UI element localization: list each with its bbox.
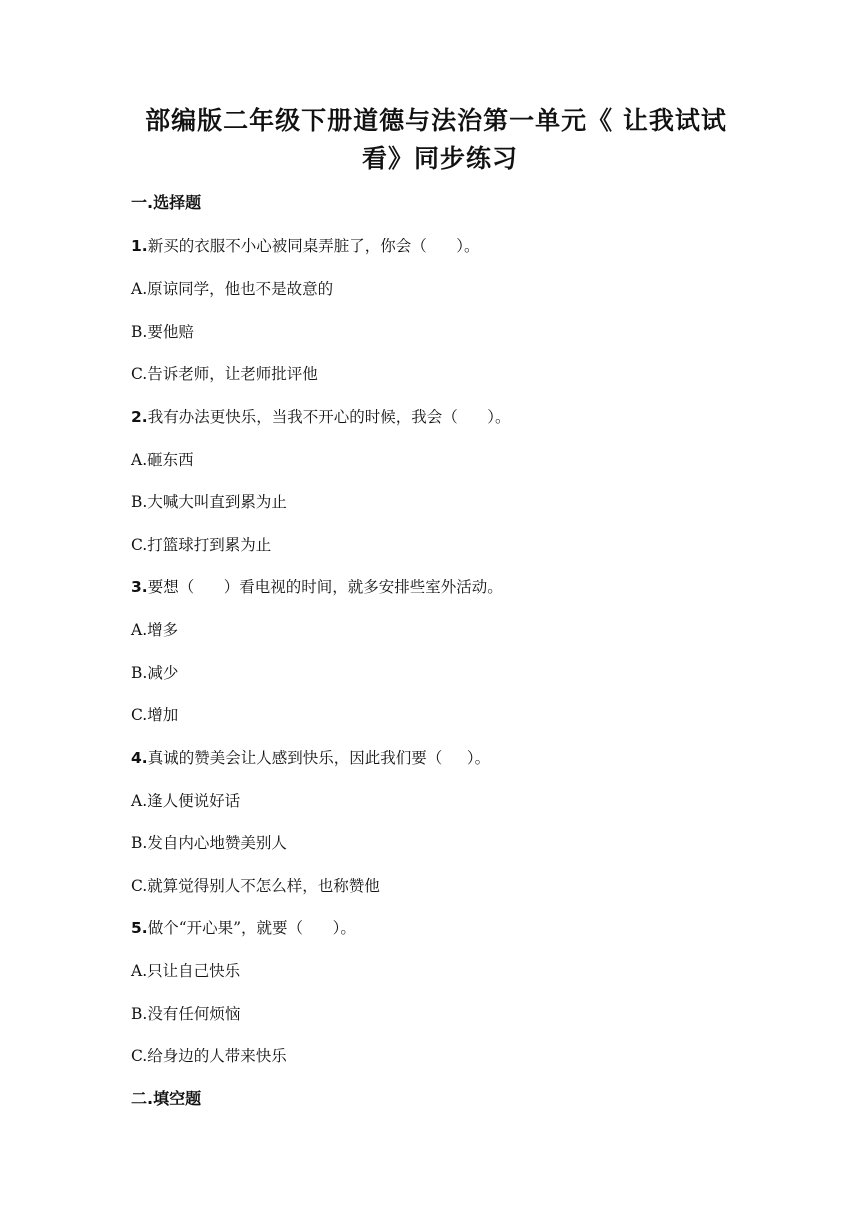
question-4-option-b: B.发自内心地赞美别人 <box>131 834 287 852</box>
question-number: 2. <box>131 408 148 426</box>
question-number: 1. <box>131 237 148 255</box>
question-number: 4. <box>131 749 148 767</box>
question-2-option-b: B.大喊大叫直到累为止 <box>131 493 287 511</box>
section-heading-choice: 一.选择题 <box>131 193 202 212</box>
question-4-option-a: A.逢人便说好话 <box>131 792 241 810</box>
page-title <box>0 102 860 178</box>
section-heading-fill-in: 二.填空题 <box>131 1089 202 1108</box>
question-number: 5. <box>131 919 148 937</box>
question-text: 要想（ ）看电视的时间，就多安排些室外活动。 <box>147 578 503 596</box>
question-3 <box>131 577 503 597</box>
question-3-option-a: A.增多 <box>131 621 179 639</box>
question-5-option-a: A.只让自己快乐 <box>131 962 241 980</box>
page-title-line-1: 部编版二年级下册道德与法治第一单元《 让我试试 <box>145 106 727 135</box>
question-number: 3. <box>131 578 148 596</box>
question-1-option-b: B.要他赔 <box>131 323 194 341</box>
question-1 <box>131 236 480 256</box>
question-text: 真诚的赞美会让人感到快乐，因此我们要（ ）。 <box>147 749 491 767</box>
question-3-option-b: B.减少 <box>131 664 179 682</box>
question-text: 做个“开心果”，就要（ ）。 <box>147 919 356 937</box>
question-1-option-c: C.告诉老师，让老师批评他 <box>131 365 318 383</box>
question-2-option-c: C.打篮球打到累为止 <box>131 536 272 554</box>
question-5-option-c: C.给身边的人带来快乐 <box>131 1047 287 1065</box>
question-text: 我有办法更快乐，当我不开心的时候，我会（ ）。 <box>147 408 511 426</box>
page-title-line-2: 看》同步练习 <box>361 144 518 173</box>
question-1-option-a: A.原谅同学，他也不是故意的 <box>131 280 334 298</box>
question-5 <box>131 918 356 938</box>
question-text: 新买的衣服不小心被同桌弄脏了，你会（ ）。 <box>147 237 480 255</box>
question-4 <box>131 748 490 768</box>
question-2-option-a: A.砸东西 <box>131 451 194 469</box>
question-3-option-c: C.增加 <box>131 706 179 724</box>
question-2 <box>131 407 511 427</box>
question-4-option-c: C.就算觉得别人不怎么样，也称赞他 <box>131 877 380 895</box>
question-5-option-b: B.没有任何烦恼 <box>131 1005 241 1023</box>
